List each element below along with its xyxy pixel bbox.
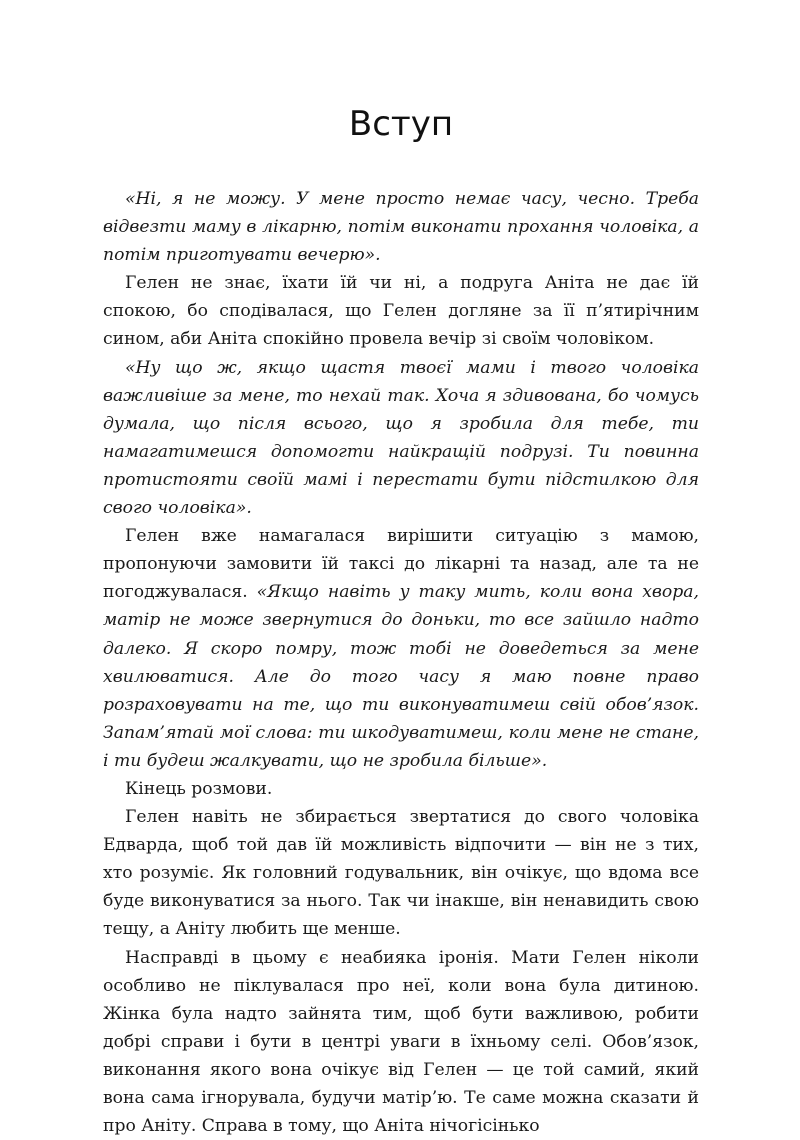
chapter-title: Вступ <box>348 104 454 144</box>
paragraph-5 <box>103 775 699 803</box>
paragraph-7 <box>103 944 699 1140</box>
quote-text: «Ні, я не можу. У мене просто немає часу, чесно. Треба відвезти маму в лікарню, потім виконати прохання чоловіка, а потім приготувати вечерю». <box>103 189 699 266</box>
quote-text: «Якщо навіть у таку мить, коли вона хвора, матір не може звернутися до доньки, то все зайшло надто далеко. Я скоро помру, тож тобі не доведеться за мене хвилюватися. Але до того часу я маю повне право розраховувати на те, що ти виконуватимеш свій обов’язок. Запам’ятай мої слова: ти шкодуватимеш, коли мене не стане, і ти будеш жалкувати, що не зробила більше». <box>103 582 699 771</box>
paragraph-4 <box>103 522 699 775</box>
quote-text: «Ну що ж, якщо щастя твоєї мами і твого чоловіка важливіше за мене, то нехай так. Хоча я здивована, бо чомусь думала, що після всього, що я зробила для тебе, ти намагатимешся допомогти найкращій подрузі. Ти повинна протистояти своїй мамі і перестати бути підстилкою для свого чоловіка». <box>103 357 699 519</box>
narrative-text: Гелен навіть не збирається звертатися до свого чоловіка Едварда, щоб той дав їй можливість відпочити — він не з тих, хто розуміє. Як головний годувальник, він очікує, що вдома все буде виконуватися за нього. Так чи інакше, він ненавидить свою тещу, а Аніту любить ще менше. <box>103 807 699 940</box>
chapter-body <box>103 185 699 1140</box>
paragraph-3 <box>103 354 699 523</box>
paragraph-1 <box>103 185 699 269</box>
narrative-text: Гелен вже намагалася вирішити ситуацію з мамою, пропонуючи замовити їй таксі до лікарні та назад, але та не погоджувалася. <box>103 526 699 603</box>
paragraph-6 <box>103 803 699 943</box>
narrative-text: Кінець розмови. <box>125 778 273 799</box>
narrative-text: Насправді в цьому є неабияка іронія. Мати Гелен ніколи особливо не піклувалася про неї, коли вона була дитиною. Жінка була надто зайнята тим, щоб бути важливою, робити добрі справи і бути в центрі уваги в їхньому селі. Обов’язок, виконання якого вона очікує від Гелен — це той самий, який вона сама ігнорувала, будучи матір’ю. Те саме можна сказати й про Аніту. Справа в тому, що Аніта нічогісінько <box>103 947 699 1137</box>
narrative-text: Гелен не знає, їхати їй чи ні, а подруга Аніта не дає їй спокою, бо сподівалася, що Гелен догляне за її п’ятирічним сином, аби Аніта спокійно провела вечір зі своїм чоловіком. <box>103 273 699 350</box>
paragraph-2 <box>103 269 699 353</box>
